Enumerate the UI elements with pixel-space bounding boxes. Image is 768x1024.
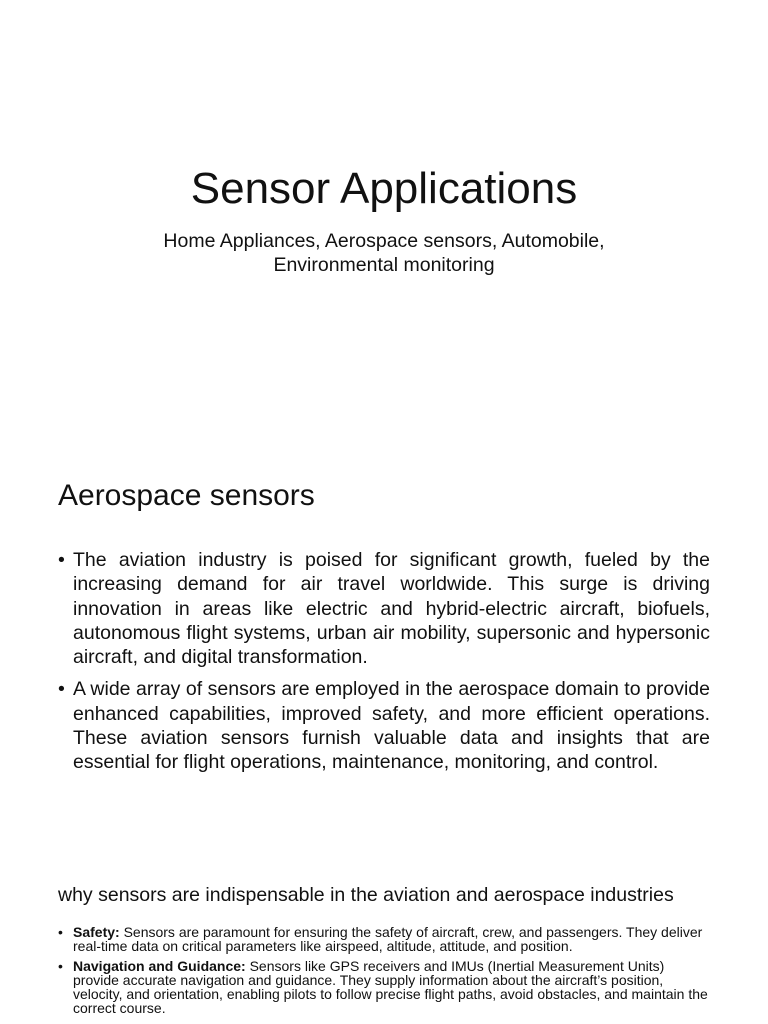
indispensable-sensors-slide	[0, 840, 768, 1024]
bullet-text: Sensors like GPS receivers and IMUs (Inertial Measurement Units) provide accurate navigation and guidance. They supply information about the aircraft’s position, velocity, and orientation, enabling pilots to follow precise flight paths, avoid obstacles, and maintain the correct course.	[73, 958, 708, 1016]
bullet-list	[58, 925, 710, 1021]
bullet-text: The aviation industry is poised for significant growth, fueled by the increasing demand for air travel worldwide. This surge is driving innovation in areas like electric and hybrid-electric aircraft, biofuels, autonomous flight systems, urban air mobility, supersonic and hypersonic aircraft, and digital transformation.	[73, 549, 710, 669]
slide-title: Sensor Applications	[190, 164, 578, 213]
list-item	[58, 548, 710, 669]
aerospace-sensors-slide	[0, 420, 768, 840]
bullet-icon: •	[58, 924, 63, 940]
bullet-icon: •	[58, 549, 65, 571]
bullet-label: Safety:	[73, 924, 120, 940]
subtitle-line-1: Home Appliances, Aerospace sensors, Automobile,	[163, 230, 605, 252]
bullet-icon: •	[58, 678, 65, 701]
bullet-text: A wide array of sensors are employed in the aerospace domain to provide enhanced capabilities, improved safety, and more efficient operations. These aviation sensors furnish valuable data and insights that are essential for flight operations, maintenance, monitoring, and control.	[73, 678, 710, 774]
list-item	[58, 925, 710, 953]
bullet-text: Sensors are paramount for ensuring the safety of aircraft, crew, and passengers. They deliver real-time data on critical parameters like airspeed, altitude, attitude, and position.	[73, 924, 703, 954]
list-item	[58, 677, 710, 774]
slide-heading: Aerospace sensors	[58, 479, 315, 512]
bullet-label: Navigation and Guidance:	[73, 958, 246, 974]
title-slide	[0, 0, 768, 420]
subtitle-line-2: Environmental monitoring	[273, 254, 495, 276]
bullet-icon: •	[58, 958, 63, 974]
bullet-list	[58, 548, 710, 783]
list-item	[58, 959, 710, 1015]
slide-subtitle	[110, 229, 658, 277]
slide-heading: why sensors are indispensable in the aviation and aerospace industries	[58, 884, 674, 906]
